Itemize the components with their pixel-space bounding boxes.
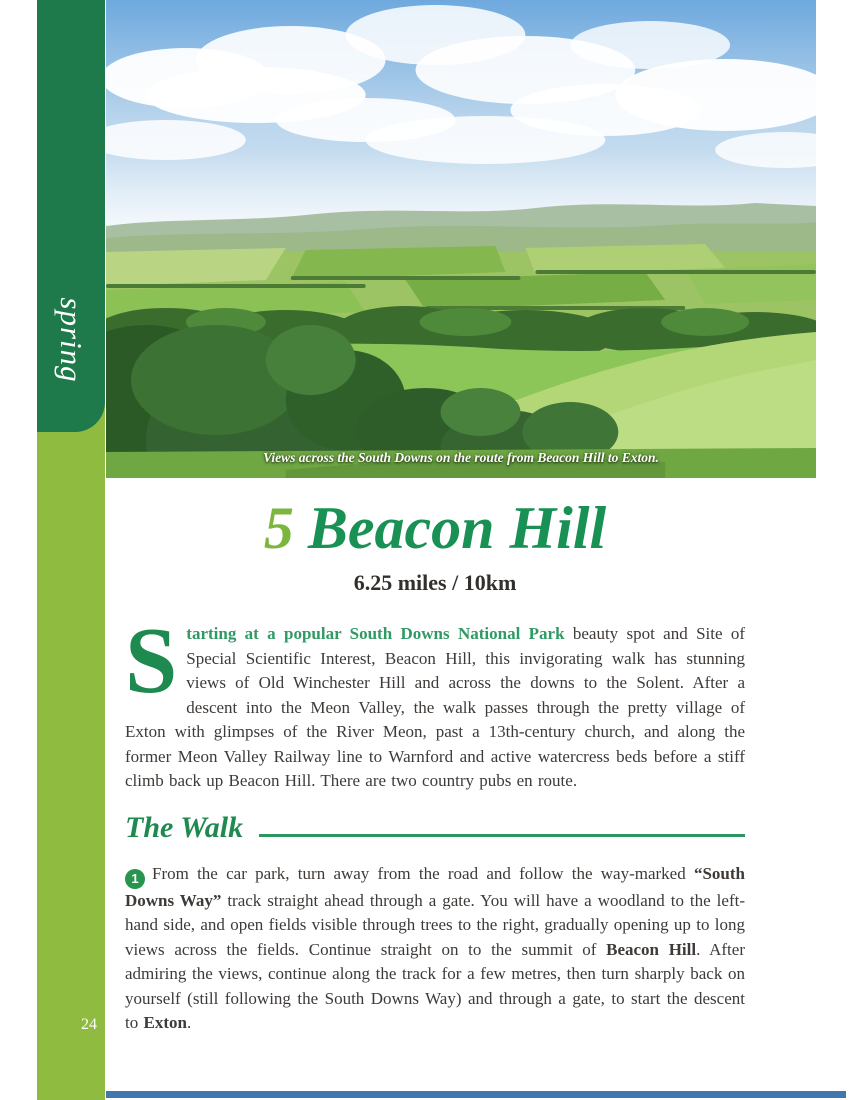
walk-section-header (125, 811, 745, 844)
page-edge-bar (106, 1091, 846, 1098)
drop-cap: S (125, 609, 178, 713)
main-content (125, 478, 745, 1053)
intro-body: beauty spot and Site of Special Scientific Interest, Beacon Hill, this invigorating walk has stunning views of Old Winchester Hill and across the downs to the Solent. After a descent into the Meon Valley, the walk passes through the pretty village of Exton with glimpses of the River Meon, past a 13th-century church, and along the former Meon Valley Railway line to Warnford and active watercress beds before a stiff climb back up Beacon Hill. There are two country pubs en route. (125, 624, 746, 790)
heading-rule (259, 834, 745, 837)
intro-lead-in: tarting at a popular South Downs National Park (186, 624, 565, 643)
page-number: 24 (81, 1016, 97, 1033)
walk-step-1 (125, 862, 745, 1036)
walk-number: 5 (263, 495, 294, 561)
photo-caption: Views across the South Downs on the route from Beacon Hill to Exton. (263, 450, 659, 465)
walk-section-heading: The Walk (125, 810, 244, 844)
walk-title (125, 495, 745, 561)
walk-distance: 6.25 miles / 10km (353, 570, 517, 595)
landscape-photo (106, 0, 816, 478)
step-text: From the car park, turn away from the road and follow the way-marked “South Downs Way” track straight ahead through a gate. You will have a woodland to the left-hand side, and open fields visible through trees to the right, gradually opening up to long views across the fields. Continue straight on to the summit of Beacon Hill. After admiring the views, continue along the track for a few metres, then turn sharply back on yourself (still following the South Downs Way) and through a gate, to start the descent to Exton. (125, 863, 745, 1033)
season-strip (37, 400, 105, 1100)
season-tab (37, 0, 105, 432)
step-number-badge: 1 (125, 869, 145, 889)
landscape-illustration (106, 0, 816, 478)
season-label: spring (54, 297, 89, 383)
intro-paragraph (125, 609, 746, 794)
walk-name: Beacon Hill (307, 495, 607, 561)
